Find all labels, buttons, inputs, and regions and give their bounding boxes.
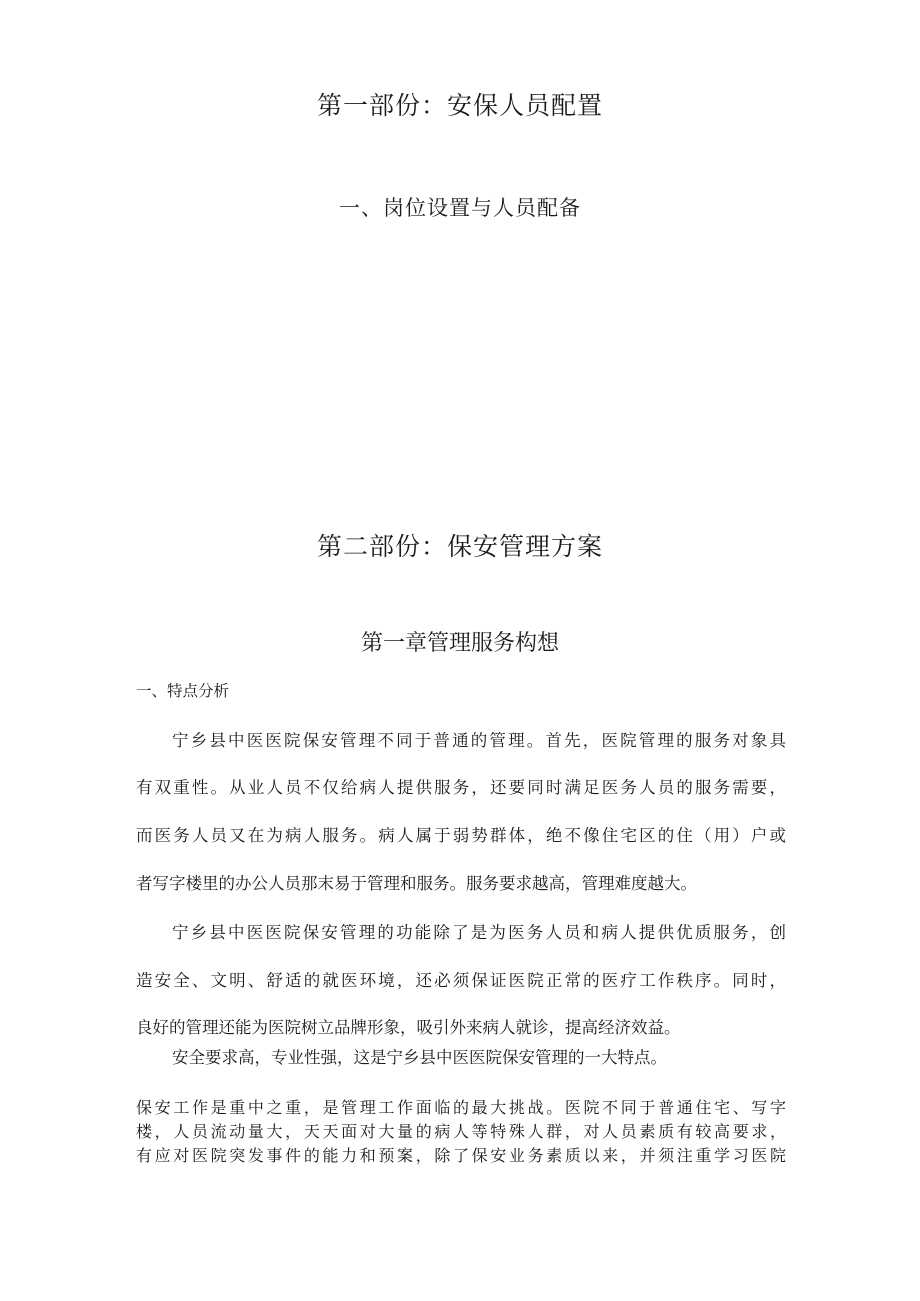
para1-line: 宁乡县中医医院保安管理不同于普通的管理。首先，医院管理的服务对象具 bbox=[172, 731, 786, 750]
para2-line: 宁乡县中医医院保安管理的功能除了是为医务人员和病人提供优质服务，创 bbox=[172, 923, 786, 942]
part2-title: 第二部份：保安管理方案 bbox=[316, 532, 603, 561]
para4-line: 保安工作是重中之重，是管理工作面临的最大挑战。医院不同于普通住宅、写字 bbox=[136, 1098, 786, 1117]
part1-section-heading: 一、岗位设置与人员配备 bbox=[339, 196, 581, 220]
para1-line: 而医务人员又在为病人服务。病人属于弱势群体，绝不像住宅区的住（用）户或 bbox=[136, 826, 786, 845]
para4-line: 楼，人员流动量大，天天面对大量的病人等特殊人群，对人员素质有较高要求， bbox=[136, 1122, 786, 1141]
section-heading: 一、特点分析 bbox=[136, 682, 230, 700]
para1-line: 者写字楼里的办公人员那末易于管理和服务。服务要求越高，管理难度越大。 bbox=[136, 874, 697, 893]
part1-title: 第一部份：安保人员配置 bbox=[316, 91, 603, 120]
para1-line: 有双重性。从业人员不仅给病人提供服务，还要同时满足医务人员的服务需要， bbox=[136, 778, 786, 797]
para4-line: 有应对医院突发事件的能力和预案，除了保安业务素质以来，并须注重学习医院 bbox=[136, 1146, 786, 1165]
para3-line: 安全要求高，专业性强，这是宁乡县中医医院保安管理的一大特点。 bbox=[172, 1048, 667, 1067]
para2-line: 良好的管理还能为医院树立品牌形象，吸引外来病人就诊，提高经济效益。 bbox=[136, 1018, 681, 1037]
chapter-title: 第一章管理服务构想 bbox=[360, 631, 559, 656]
para2-line: 造安全、文明、舒适的就医环境，还必须保证医院正常的医疗工作秩序。同时， bbox=[136, 971, 786, 990]
